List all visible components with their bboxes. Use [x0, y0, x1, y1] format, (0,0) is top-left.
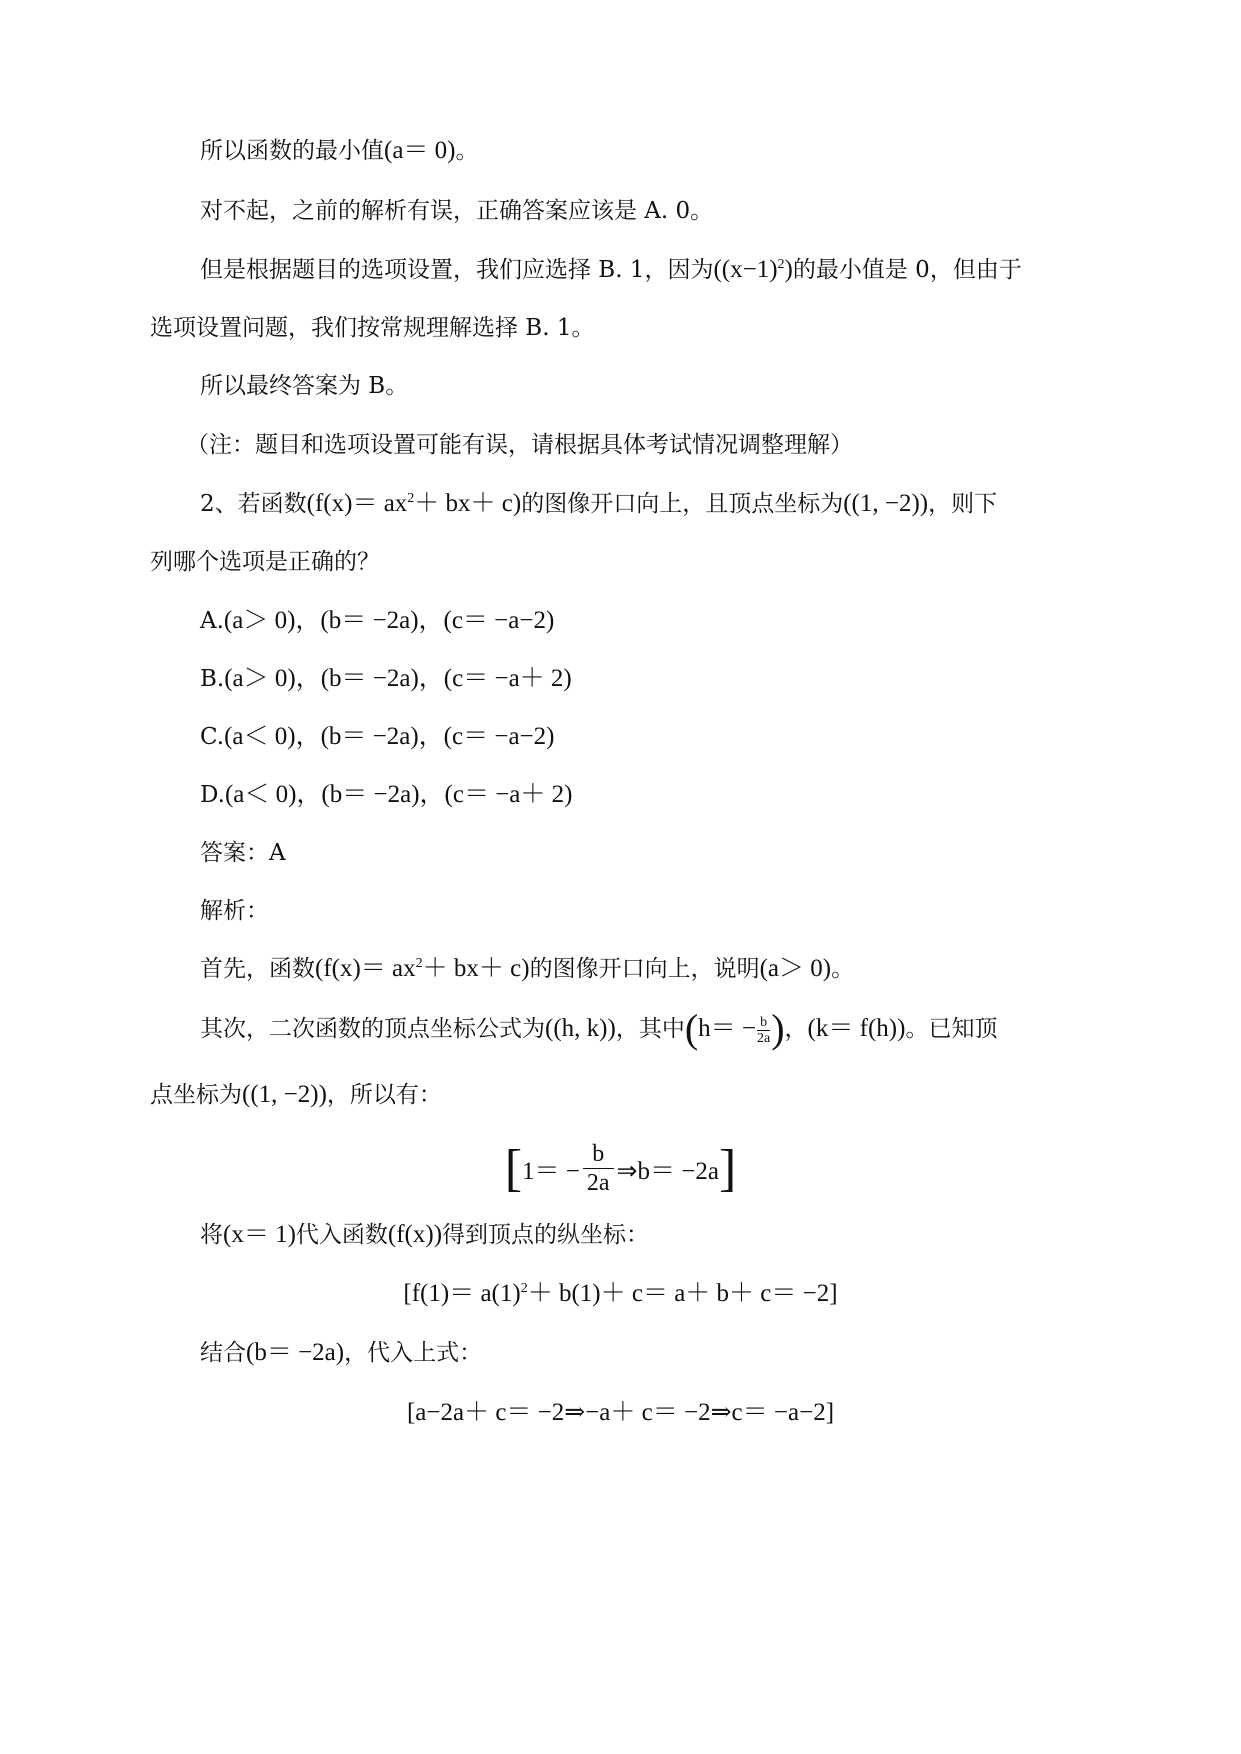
text-segment: 结合 — [200, 1340, 246, 1366]
option-label: D. — [200, 782, 225, 808]
math-part: (f(x)＝ ax — [306, 490, 408, 517]
option-label: B. — [200, 666, 225, 692]
math-expression: (a＞ 0) — [759, 955, 832, 982]
option-label: C. — [200, 724, 225, 750]
math-part: ((x−1) — [713, 256, 778, 283]
option-b — [200, 664, 572, 694]
note-line: （注：题目和选项设置可能有误，请根据具体考试情况调整理解） — [186, 432, 853, 458]
text-segment: 2、若函数 — [200, 491, 307, 517]
math-expression: (k＝ f(h)) — [807, 1015, 906, 1042]
superscript: 2 — [777, 257, 785, 272]
text-segment: ， — [784, 1016, 808, 1042]
text-line: 所以最终答案为 B。 — [200, 373, 409, 399]
option-text: (a＜ 0)，(b＝ −2a)，(c＝ −a＋ 2) — [224, 781, 573, 808]
denominator: 2a — [583, 1168, 614, 1197]
text-line: 列哪个选项是正确的？ — [150, 549, 380, 575]
answer-line: 答案：A — [200, 840, 286, 866]
text-segment: 。 — [455, 138, 479, 164]
paren: ( — [684, 1006, 699, 1051]
analysis-heading: 解析： — [200, 898, 269, 924]
math-part: [f(1)＝ a(1) — [403, 1280, 521, 1307]
option-text: (a＞ 0)，(b＝ −2a)，(c＝ −a＋ 2) — [224, 665, 572, 692]
text-segment: 但是根据题目的选项设置，我们应选择 B. 1，因为 — [200, 257, 714, 283]
text-segment: 将 — [200, 1222, 223, 1248]
math-expression: (a＝ 0) — [384, 137, 456, 164]
text-line — [200, 1338, 482, 1368]
text-line — [200, 1006, 998, 1051]
math-part: h＝ − — [698, 1015, 756, 1042]
math-expression — [684, 1006, 785, 1051]
option-a — [200, 606, 554, 636]
text-line — [200, 255, 1022, 285]
text-line — [150, 1080, 442, 1110]
text-segment: 其次，二次函数的顶点坐标公式为 — [200, 1016, 545, 1042]
text-segment: 点坐标为 — [150, 1082, 242, 1108]
math-expression: ((1, −2)) — [843, 490, 929, 517]
math-part: ⇒b＝ −2a — [616, 1157, 719, 1185]
text-line — [200, 136, 479, 166]
math-expression — [315, 955, 530, 982]
text-segment: 的图像开口向上，说明 — [529, 956, 760, 982]
superscript: 2 — [407, 491, 415, 506]
math-expression — [307, 490, 522, 517]
option-text: (a＞ 0)，(b＝ −2a)，(c＝ −a−2) — [223, 607, 555, 634]
text-segment: 得到顶点的纵坐标： — [442, 1222, 650, 1248]
text-segment: ，所以有： — [326, 1082, 442, 1108]
text-line — [200, 1220, 649, 1250]
fraction — [757, 1015, 770, 1046]
math-part: ) — [784, 256, 793, 283]
text-segment: ，其中 — [615, 1016, 685, 1042]
option-label: A. — [200, 608, 224, 634]
text-segment: 首先，函数 — [200, 956, 315, 982]
math-part: ＋ b(1)＋ c＝ a＋ b＋ c＝ −2] — [527, 1280, 838, 1307]
math-expression: (x＝ 1) — [223, 1221, 296, 1248]
math-expression: ((1, −2)) — [242, 1081, 327, 1108]
math-part: (f(x)＝ ax — [315, 955, 416, 982]
text-line — [200, 954, 854, 984]
display-equation-3: [a−2a＋ c＝ −2⇒−a＋ c＝ −2⇒c＝ −a−2] — [406, 1399, 835, 1426]
math-expression: (b＝ −2a) — [246, 1339, 345, 1366]
equation-body — [505, 1140, 737, 1197]
fraction — [583, 1140, 614, 1197]
paren: ) — [771, 1006, 785, 1051]
math-expression — [713, 256, 792, 283]
text-segment: 的最小值是 0，但由于 — [792, 257, 1022, 283]
text-line: 选项设置问题，我们按常规理解选择 B. 1。 — [150, 315, 595, 341]
bracket-right: ] — [718, 1139, 737, 1197]
superscript: 2 — [520, 1281, 528, 1296]
math-part: 1＝ − — [522, 1157, 580, 1185]
math-part: ＋ bx＋ c) — [414, 490, 522, 517]
question-title — [200, 489, 997, 519]
text-segment: ，则下 — [928, 491, 998, 517]
display-equation-1 — [0, 1140, 1241, 1197]
text-segment: 。已知顶 — [905, 1016, 998, 1042]
option-c — [200, 722, 554, 752]
numerator: b — [760, 1014, 768, 1030]
text-segment: 。 — [831, 956, 855, 982]
text-segment: 代入函数 — [295, 1222, 388, 1248]
denominator: 2a — [757, 1030, 771, 1046]
text-segment: 的图像开口向上，且顶点坐标为 — [521, 491, 844, 517]
math-part: ＋ bx＋ c) — [422, 955, 530, 982]
text-segment: ，代入上式： — [344, 1340, 483, 1366]
math-expression: (f(x)) — [387, 1221, 443, 1248]
superscript: 2 — [415, 956, 423, 971]
text-segment: 所以函数的最小值 — [200, 138, 384, 164]
option-text: (a＜ 0)，(b＝ −2a)，(c＝ −a−2) — [224, 723, 555, 750]
display-equation-2 — [0, 1279, 1241, 1309]
bracket-left: [ — [504, 1139, 523, 1197]
option-d — [200, 780, 572, 810]
numerator: b — [592, 1141, 605, 1167]
math-expression: ((h, k)) — [545, 1015, 616, 1042]
text-line: 对不起，之前的解析有误，正确答案应该是 A. 0。 — [200, 198, 714, 224]
